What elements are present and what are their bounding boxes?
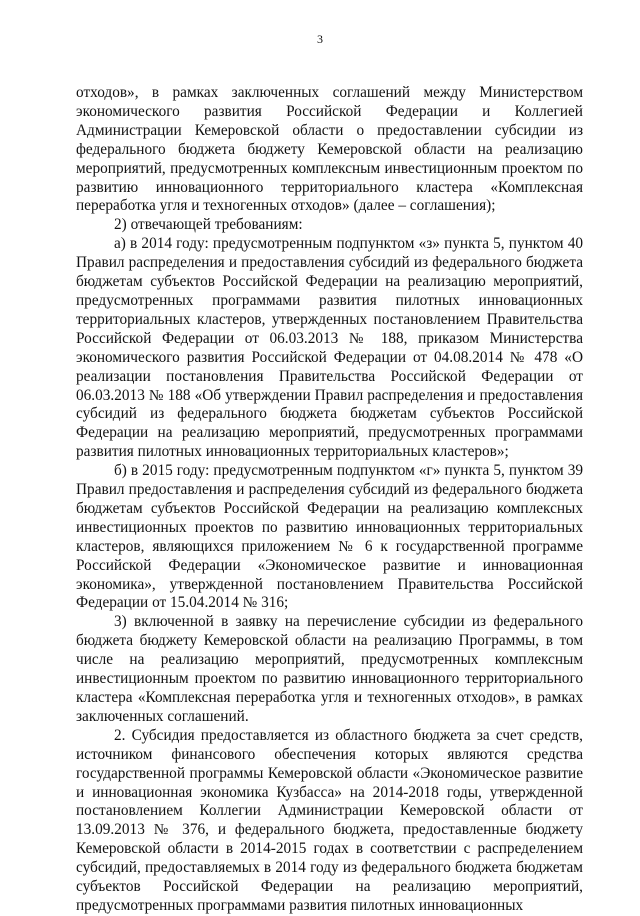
paragraph-item-3: 3) включенной в заявку на перечисление субсидии из федерального бюджета бюджету Кемеровской области на реализацию Программы, в том числе на реализацию мероприятий, предусмотренных комплексным инвестиционным проектом по развитию инновационного территориального кластера «Комплексная переработка угля и техногенных отходов», в рамках заключенных соглашений. [76, 613, 583, 725]
page-number: 3 [317, 32, 323, 46]
paragraph-item-2: 2) отвечающей требованиям: [114, 216, 303, 234]
paragraph-subitem-a: а) в 2014 году: предусмотренным подпунктом «з» пункта 5, пунктом 40 Правил распределения и предоставления субсидий из федерального бюджета бюджетам субъектов Российской Федерации на реализацию мероприятий, предусмотренных программами развития пилотных инновационных территориальных кластеров, утвержденных постановлением Правительства Российской Федерации от 06.03.2013 № 188, приказом Министерства экономического развития Российской Федерации от 04.08.2014 № 478 «О реализации постановления Правительства Российской Федерации от 06.03.2013 № 188 «Об утверждении Правил распределения и предоставления субсидий из федерального бюджета бюджетам субъектов Российской Федерации на реализацию мероприятий, предусмотренных программами развития пилотных инновационных территориальных кластеров»; [76, 235, 583, 461]
paragraph-subitem-b: б) в 2015 году: предусмотренным подпунктом «г» пункта 5, пунктом 39 Правил предоставления и распределения субсидий из федерального бюджета бюджетам субъектов Российской Федерации на реализацию комплексных инвестиционных проектов по развитию инновационных территориальных кластеров, являющихся приложением № 6 к государственной программе Российской Федерации «Экономическое развитие и инновационная экономика», утвержденной постановлением Правительства Российской Федерации от 15.04.2014 № 316; [76, 462, 583, 612]
paragraph-continuation: отходов», в рамках заключенных соглашений между Министерством экономического развития Российской Федерации и Коллегией Администрации Кемеровской области о предоставлении субсидии из федерального бюджета бюджету Кемеровской области на реализацию мероприятий, предусмотренных комплексным инвестиционным проектом по развитию инновационного территориального кластера «Комплексная переработка угля и техногенных отходов» (далее – соглашения); [76, 84, 583, 215]
paragraph-section-2: 2. Субсидия предоставляется из областного бюджета за счет средств, источником финансового обеспечения которых являются средства государственной программы Кемеровской области «Экономическое развитие и инновационная экономика Кузбасса» на 2014-2018 годы, утвержденной постановлением Коллегии Администрации Кемеровской области от 13.09.2013 № 376, и федерального бюджета, предоставленные бюджету Кемеровской области в 2014-2015 годах в соответствии с распределением субсидий, предоставляемых в 2014 году из федерального бюджета бюджетам субъектов Российской Федерации на реализацию мероприятий, предусмотренных программами развития пилотных инновационных [76, 726, 583, 914]
document-body [76, 84, 583, 916]
